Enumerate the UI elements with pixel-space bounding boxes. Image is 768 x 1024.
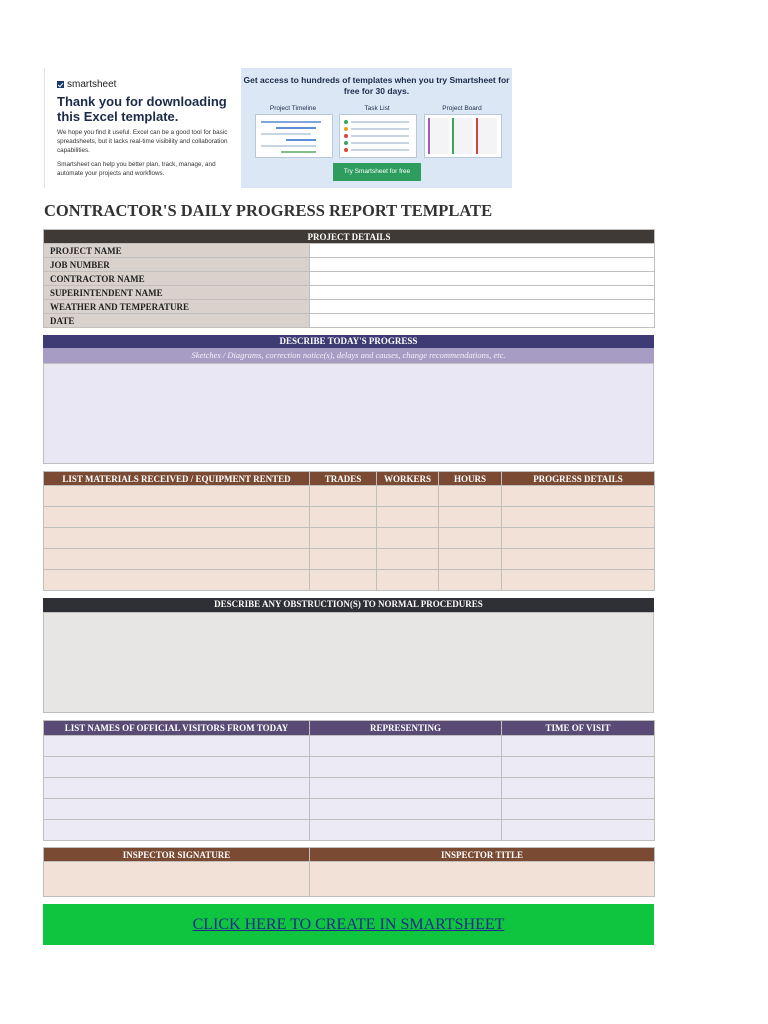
- table-cell[interactable]: [310, 486, 377, 507]
- table-cell[interactable]: [502, 528, 655, 549]
- create-in-smartsheet-link[interactable]: CLICK HERE TO CREATE IN SMARTSHEET: [192, 916, 505, 933]
- table-cell[interactable]: [44, 736, 310, 757]
- inspector-signature-input[interactable]: [44, 862, 310, 897]
- table-row: [44, 507, 655, 528]
- date-input[interactable]: [310, 314, 655, 328]
- project-details-header: PROJECT DETAILS: [44, 230, 655, 244]
- table-cell[interactable]: [44, 757, 310, 778]
- table-cell[interactable]: [377, 570, 439, 591]
- table-row: [44, 736, 655, 757]
- visitors-table: [43, 720, 655, 841]
- obstruction-header: DESCRIBE ANY OBSTRUCTION(S) TO NORMAL PROCEDURES: [43, 598, 654, 612]
- materials-col-header: LIST MATERIALS RECEIVED / EQUIPMENT RENTED: [44, 472, 310, 486]
- thumb-project-board: [424, 114, 502, 158]
- job-number-input[interactable]: [310, 258, 655, 272]
- progress-header: DESCRIBE TODAY'S PROGRESS: [43, 335, 654, 348]
- logo-text: smartsheet: [67, 79, 117, 90]
- table-cell[interactable]: [377, 549, 439, 570]
- table-cell[interactable]: [44, 486, 310, 507]
- table-cell[interactable]: [310, 736, 502, 757]
- progress-details-col-header: PROGRESS DETAILS: [502, 472, 655, 486]
- table-cell[interactable]: [502, 486, 655, 507]
- table-cell[interactable]: [44, 820, 310, 841]
- banner-paragraph-2: Smartsheet can help you better plan, track, manage, and automate your projects and workflows.: [57, 161, 216, 177]
- time-of-visit-col-header: TIME OF VISIT: [502, 721, 655, 736]
- table-row: [44, 778, 655, 799]
- materials-table: [43, 471, 655, 591]
- table-cell[interactable]: [377, 507, 439, 528]
- banner-left-panel: [44, 68, 240, 188]
- table-cell[interactable]: [310, 757, 502, 778]
- inspector-table: [43, 847, 655, 897]
- cta-banner[interactable]: [43, 904, 654, 945]
- table-cell[interactable]: [439, 528, 502, 549]
- table-row: [44, 486, 655, 507]
- table-cell[interactable]: [502, 757, 655, 778]
- table-cell[interactable]: [377, 486, 439, 507]
- progress-textarea[interactable]: [43, 363, 654, 464]
- banner-paragraph-1: We hope you find it useful. Excel can be a good tool for basic spreadsheets, but it lacks real-time visibility and collaboration capabilities.: [57, 129, 228, 154]
- table-cell[interactable]: [310, 528, 377, 549]
- table-cell[interactable]: [439, 486, 502, 507]
- inspector-title-header: INSPECTOR TITLE: [310, 848, 655, 862]
- trades-col-header: TRADES: [310, 472, 377, 486]
- progress-subheader: Sketches / Diagrams, correction notice(s), delays and causes, change recommendations, etc.: [43, 348, 654, 363]
- obstruction-textarea[interactable]: [43, 612, 654, 713]
- superintendent-name-input[interactable]: [310, 286, 655, 300]
- table-cell[interactable]: [502, 820, 655, 841]
- table-cell[interactable]: [310, 570, 377, 591]
- banner-promo-panel[interactable]: [241, 68, 512, 188]
- weather-input[interactable]: [310, 300, 655, 314]
- table-cell[interactable]: [44, 570, 310, 591]
- table-cell[interactable]: [310, 820, 502, 841]
- workers-col-header: WORKERS: [377, 472, 439, 486]
- table-cell[interactable]: [439, 507, 502, 528]
- thumb-project-timeline: [255, 114, 333, 158]
- project-details-table: [43, 229, 655, 328]
- inspector-title-input[interactable]: [310, 862, 655, 897]
- table-cell[interactable]: [310, 778, 502, 799]
- visitors-col-header: LIST NAMES OF OFFICIAL VISITORS FROM TODAY: [44, 721, 310, 736]
- field-label-superintendent-name: SUPERINTENDENT NAME: [44, 286, 310, 300]
- hours-col-header: HOURS: [439, 472, 502, 486]
- table-cell[interactable]: [502, 799, 655, 820]
- table-row: [44, 799, 655, 820]
- table-row: [44, 549, 655, 570]
- thanks-heading: Thank you for downloading this Excel template.: [57, 94, 227, 124]
- field-label-contractor-name: CONTRACTOR NAME: [44, 272, 310, 286]
- table-cell[interactable]: [44, 549, 310, 570]
- thumb-task-list: [339, 114, 417, 158]
- representing-col-header: REPRESENTING: [310, 721, 502, 736]
- table-row: [44, 820, 655, 841]
- table-cell[interactable]: [44, 528, 310, 549]
- table-cell[interactable]: [44, 799, 310, 820]
- smartsheet-logo: [57, 79, 116, 90]
- table-cell[interactable]: [502, 778, 655, 799]
- thumb-label-timeline: Project Timeline: [269, 105, 317, 112]
- table-row: [44, 570, 655, 591]
- table-cell[interactable]: [310, 549, 377, 570]
- field-label-weather: WEATHER AND TEMPERATURE: [44, 300, 310, 314]
- table-cell[interactable]: [502, 570, 655, 591]
- thumb-label-tasklist: Task List: [364, 105, 390, 112]
- table-cell[interactable]: [502, 549, 655, 570]
- table-row: [44, 528, 655, 549]
- table-cell[interactable]: [377, 528, 439, 549]
- table-cell[interactable]: [502, 507, 655, 528]
- table-row: [44, 757, 655, 778]
- table-cell[interactable]: [44, 778, 310, 799]
- try-smartsheet-button[interactable]: Try Smartsheet for free: [333, 163, 421, 181]
- field-label-date: DATE: [44, 314, 310, 328]
- table-cell[interactable]: [439, 570, 502, 591]
- page-title: CONTRACTOR'S DAILY PROGRESS REPORT TEMPLATE: [44, 201, 493, 220]
- table-cell[interactable]: [439, 549, 502, 570]
- table-cell[interactable]: [310, 507, 377, 528]
- contractor-name-input[interactable]: [310, 272, 655, 286]
- table-cell[interactable]: [44, 507, 310, 528]
- promo-heading: Get access to hundreds of templates when you try Smartsheet for free for 30 days.: [243, 75, 510, 96]
- smartsheet-logo-icon: [57, 81, 64, 88]
- field-label-job-number: JOB NUMBER: [44, 258, 310, 272]
- project-name-input[interactable]: [310, 244, 655, 258]
- thumb-label-board: Project Board: [442, 105, 482, 112]
- inspector-signature-header: INSPECTOR SIGNATURE: [44, 848, 310, 862]
- table-cell[interactable]: [502, 736, 655, 757]
- field-label-project-name: PROJECT NAME: [44, 244, 310, 258]
- table-cell[interactable]: [310, 799, 502, 820]
